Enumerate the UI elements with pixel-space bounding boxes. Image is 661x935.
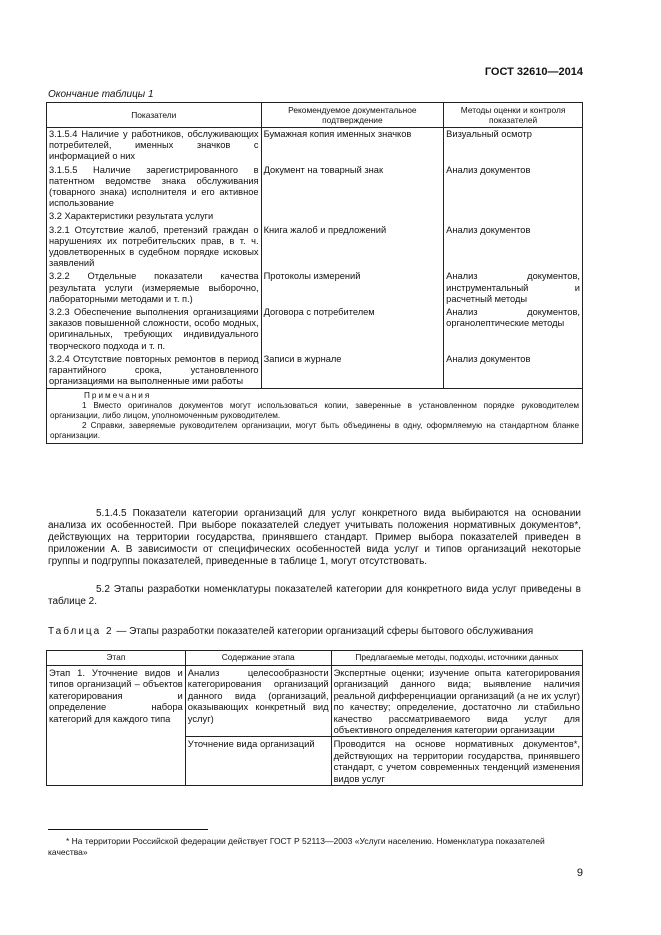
table-cell: Визуальный осмотр	[444, 128, 583, 164]
notes-title: Примечания	[84, 391, 152, 401]
table1-header-indicators: Показатели	[47, 103, 262, 128]
table-cell: Протоколы измерений	[261, 270, 444, 306]
table-cell: 3.2.4 Отсутствие повторных ремонтов в период гарантийного срока, установленного организациями на выполненные ими работы	[47, 353, 262, 389]
table-row	[47, 270, 583, 306]
table-row	[47, 128, 583, 164]
notes-cell	[47, 389, 583, 444]
footnote	[48, 836, 581, 858]
table-cell: Бумажная копия именных значков	[261, 128, 444, 164]
table-row	[47, 224, 583, 271]
paragraph-text: 5.1.4.5 Показатели категории организаций для услуг конкретного вида выбираются на основании анализа их особенностей. При выборе показателей следует учитывать положения нормативных документов*, действующих на территории государства, принявшего стандарт. Пример выбора показателей приведен в приложении А. В зависимости от специфических особенностей вида услуг и типов организаций некоторые группы и подгруппы показателей, приведенные в таблице 1, могут отсутствовать.	[48, 508, 581, 567]
footnote-divider	[48, 829, 208, 830]
table-cell: 3.2 Характеристики результата услуги	[47, 210, 262, 223]
table-cell: 3.2.1 Отсутствие жалоб, претензий граждан о нарушениях их потребительских прав, в т. ч. удовлетворенных в судебном порядке исковых заявлений	[47, 224, 262, 271]
table-row	[47, 164, 583, 211]
table-row	[47, 666, 583, 737]
table1-caption: Окончание таблицы 1	[48, 89, 154, 100]
table1-notes	[47, 389, 583, 444]
table1-header-documents: Рекомендуемое документальное подтверждение	[261, 103, 444, 128]
table-2	[46, 650, 583, 786]
document-code: ГОСТ 32610—2014	[484, 66, 583, 78]
table-cell	[261, 210, 444, 223]
table-cell: Уточнение вида организаций	[185, 737, 331, 786]
table2-caption-text: — Этапы разработки показателей категории организаций сферы бытового обслуживания	[113, 626, 534, 637]
table-cell: Анализ документов, инструментальный и расчетный методы	[444, 270, 583, 306]
table-row	[47, 306, 583, 353]
table-cell: 3.1.5.4 Наличие у работников, обслуживающих потребителей, именных значков с информацией о них	[47, 128, 262, 164]
table2-caption-label: Таблица 2	[48, 626, 114, 637]
paragraph-5-1-4-5	[48, 508, 581, 568]
table2-header-methods: Предлагаемые методы, подходы, источники данных	[331, 651, 582, 666]
table-1	[46, 102, 583, 444]
table-cell: Договора с потребителем	[261, 306, 444, 353]
table-cell: Анализ документов	[444, 353, 583, 389]
table2-caption	[48, 626, 581, 637]
table-cell: 3.2.3 Обеспечение выполнения организациями заказов повышенной сложности, особо модных, оригинальных, требующих индивидуального творческого подхода и т. п.	[47, 306, 262, 353]
table-cell: Анализ документов	[444, 164, 583, 211]
table-cell: Анализ документов	[444, 224, 583, 271]
table-row	[47, 353, 583, 389]
footnote-text: * На территории Российской федерации действует ГОСТ Р 52113—2003 «Услуги населению. Номенклатура показателей качества»	[48, 836, 545, 857]
table-cell	[444, 210, 583, 223]
paragraph-5-2	[48, 584, 581, 608]
table-row	[47, 210, 583, 223]
table2-stage-cell: Этап 1. Уточнение видов и типов организаций – объектов категорирования и определение набора категорий для каждого типа	[47, 666, 186, 786]
table-cell: Экспертные оценки; изучение опыта категорирования организаций данного вида; выявление наличия реальной дифференциации организаций (а не их услуг) по качеству; определение, достаточно ли стабильно качество рассматриваемого вида услуг для объективного определения категории организации	[331, 666, 582, 737]
table2-header-content: Содержание этапа	[185, 651, 331, 666]
table-cell: Записи в журнале	[261, 353, 444, 389]
table-cell: 3.1.5.5 Наличие зарегистрированного в патентном ведомстве знака обслуживания (товарного знака) исполнителя и его активное использование	[47, 164, 262, 211]
table-cell: Документ на товарный знак	[261, 164, 444, 211]
table1-header-methods: Методы оценки и контроля показателей	[444, 103, 583, 128]
table-cell: Проводится на основе нормативных документов*, действующих на территории государства, принявшего стандарт, с учетом современных тенденций изменения видов услуг	[331, 737, 582, 786]
note-2: 2 Справки, заверяемые руководителем организации, могут быть объединены в одну, оформляемую на стандартном бланке организации.	[50, 421, 579, 441]
table2-header-stage: Этап	[47, 651, 186, 666]
table-cell: 3.2.2 Отдельные показатели качества результата услуги (измеряемые выборочно, лабораторными методами и т. п.)	[47, 270, 262, 306]
table-cell: Анализ целесообразности категорирования организаций данного вида (организаций, оказывающих конкретный вид услуг)	[185, 666, 331, 737]
paragraph-text: 5.2 Этапы разработки номенклатуры показателей категории для конкретного вида услуг приведены в таблице 2.	[48, 584, 581, 607]
table-cell: Книга жалоб и предложений	[261, 224, 444, 271]
note-1: 1 Вместо оригиналов документов могут использоваться копии, заверенные в установленном порядке руководителем организации, либо лицом, уполномоченным руководителем.	[50, 401, 579, 421]
table-cell: Анализ документов, органолептические методы	[444, 306, 583, 353]
page-number: 9	[576, 867, 583, 879]
